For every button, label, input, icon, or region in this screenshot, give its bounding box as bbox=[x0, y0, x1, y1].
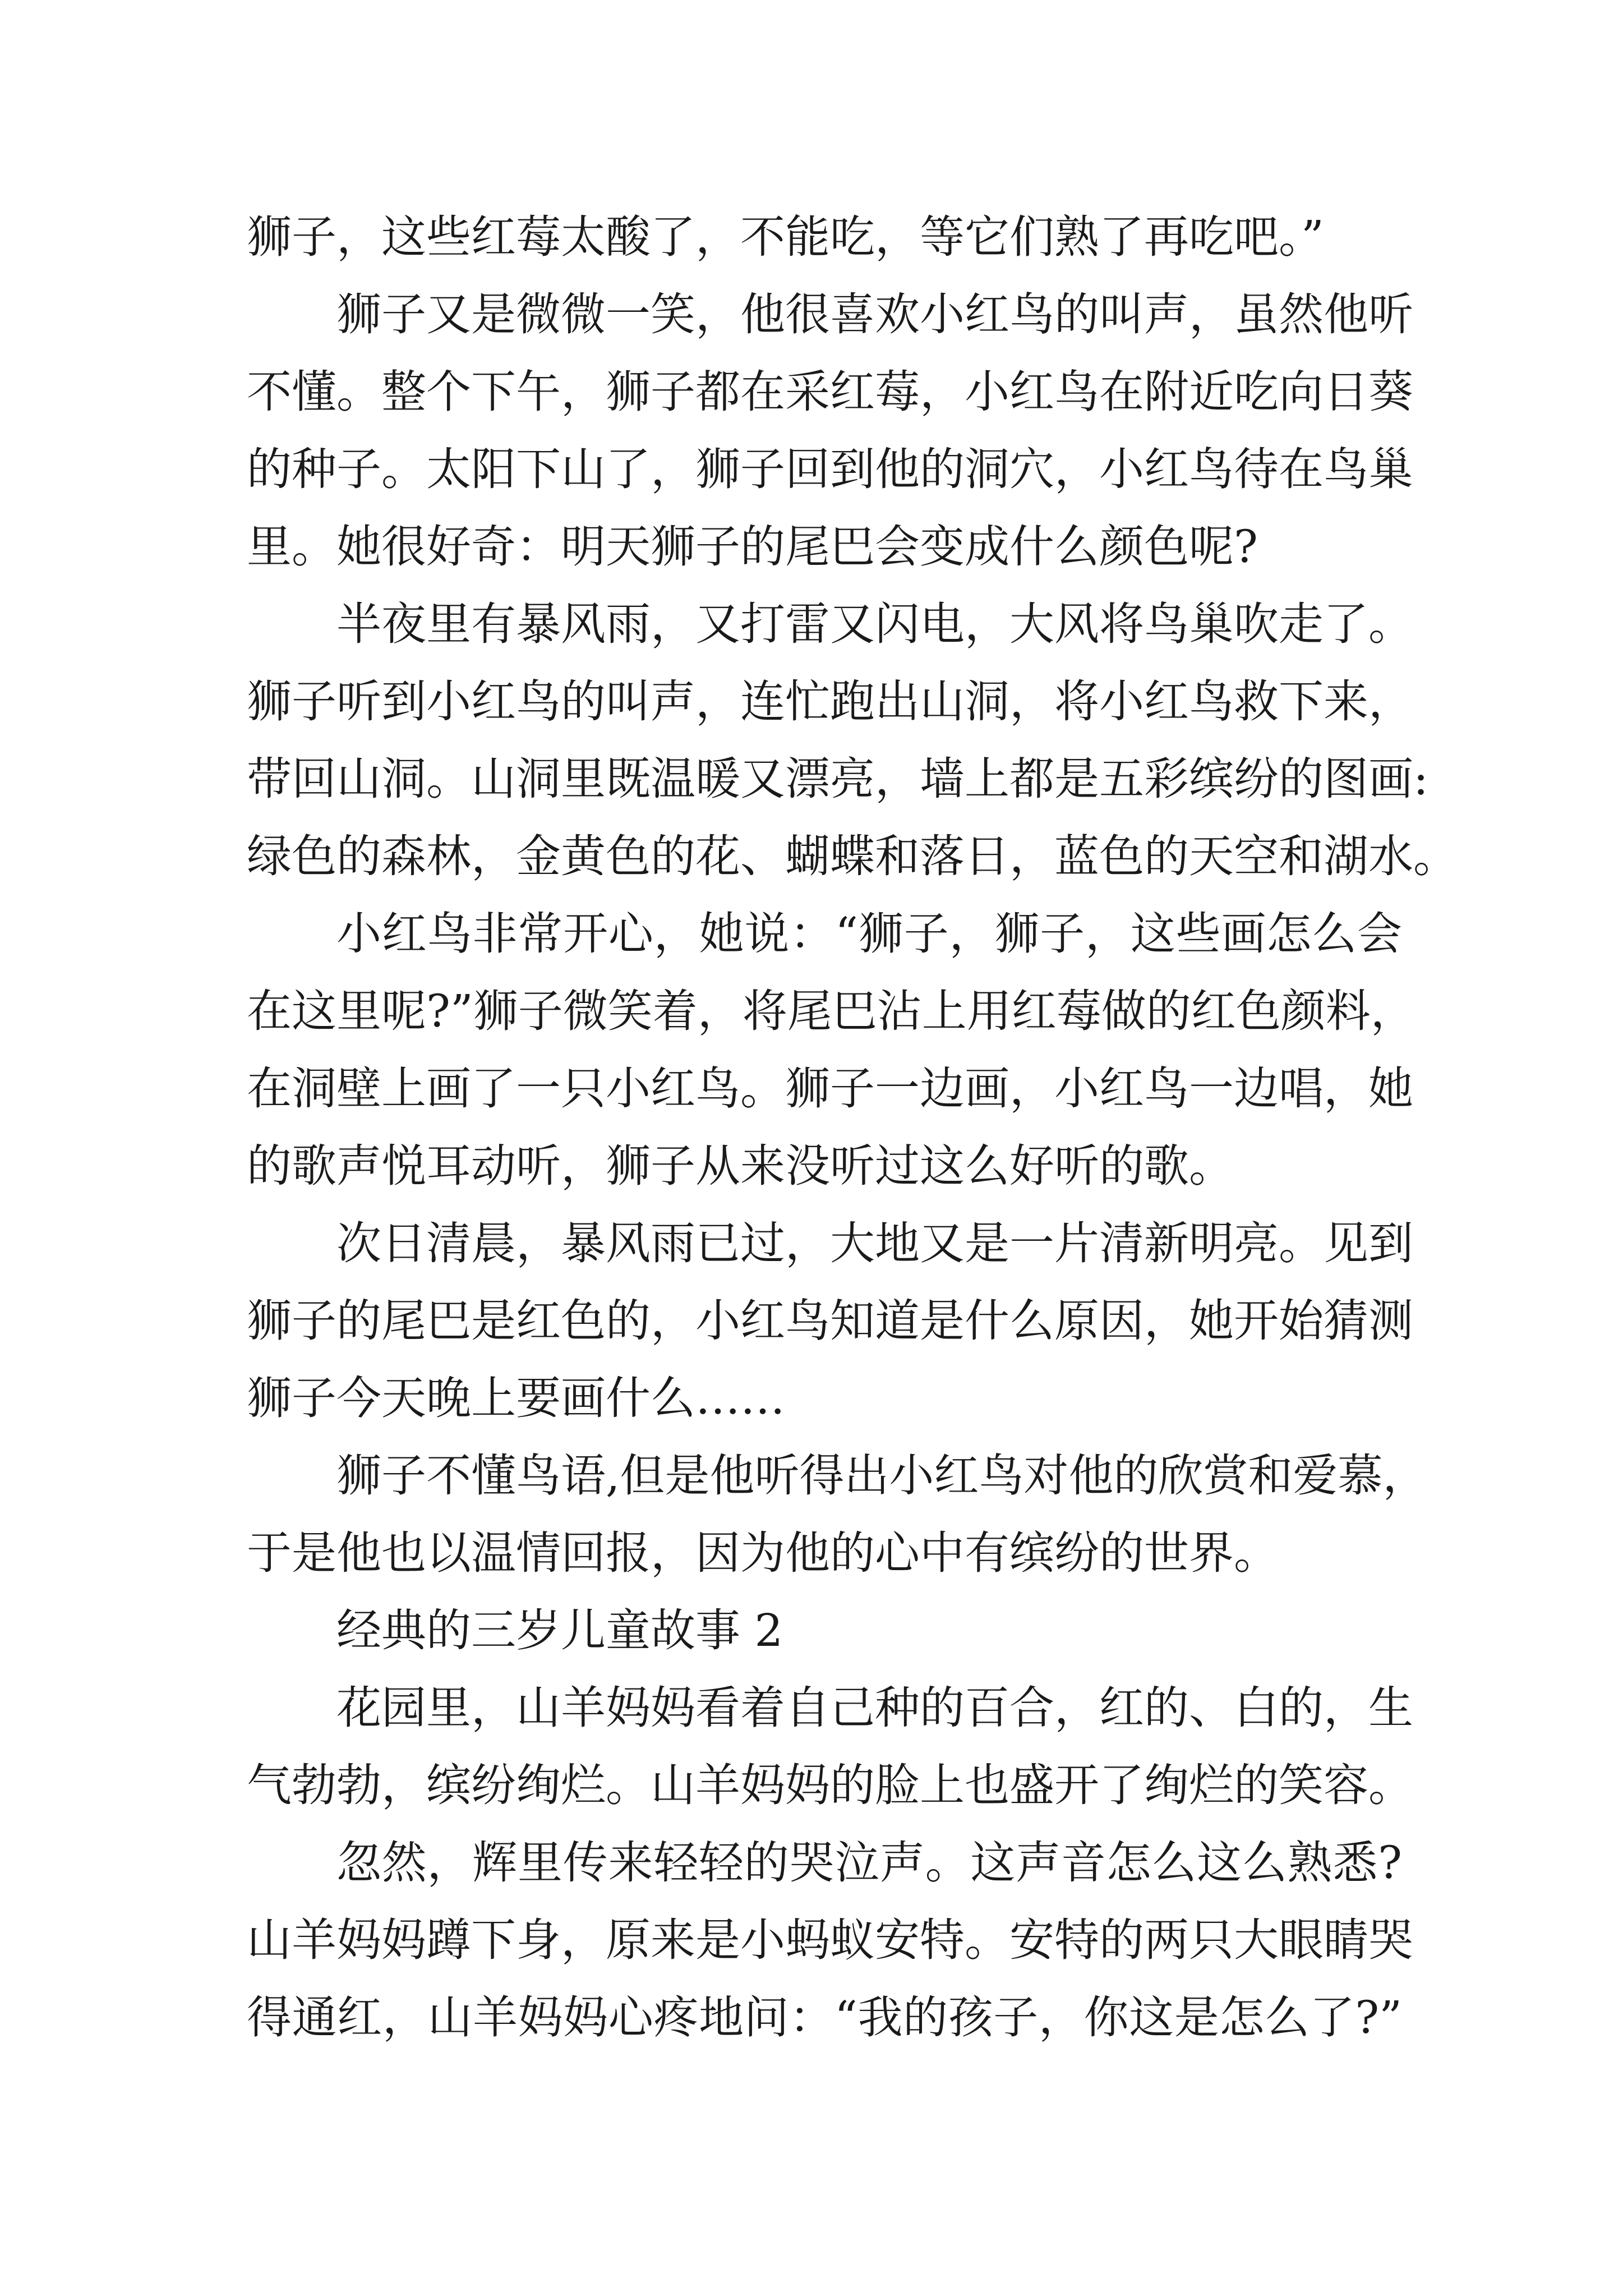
text-line: 在洞壁上画了一只小红鸟。狮子一边画，小红鸟一边唱，她 bbox=[247, 1062, 1413, 1115]
text-line: 的歌声悦耳动听，狮子从来没听过这么好听的歌。 bbox=[247, 1140, 1234, 1192]
text-line: 带回山洞。山洞里既温暖又漂亮，墙上都是五彩缤纷的图画: bbox=[247, 753, 1428, 805]
text-line: 气勃勃，缤纷绚烂。山羊妈妈的脸上也盛开了绚烂的笑容。 bbox=[247, 1759, 1413, 1811]
text-line: 里。她很好奇：明天狮子的尾巴会变成什么颜色呢? bbox=[247, 521, 1258, 573]
text-line: 狮子今天晚上要画什么…… bbox=[247, 1372, 785, 1424]
text-line: 小红鸟非常开心，她说：“狮子，狮子，这些画怎么会 bbox=[336, 908, 1402, 960]
text-line: 狮子又是微微一笑，他很喜欢小红鸟的叫声，虽然他听 bbox=[336, 288, 1413, 341]
text-line: 得通红，山羊妈妈心疼地问：“我的孩子，你这是怎么了?” bbox=[247, 1991, 1402, 2044]
text-line: 半夜里有暴风雨，又打雷又闪电，大风将鸟巢吹走了。 bbox=[336, 598, 1413, 650]
text-line: 忽然，辉里传来轻轻的哭泣声。这声音怎么这么熟悉? bbox=[336, 1837, 1402, 1889]
text-line: 狮子的尾巴是红色的，小红鸟知道是什么原因，她开始猜测 bbox=[247, 1295, 1413, 1347]
text-line: 山羊妈妈蹲下身，原来是小蚂蚁安特。安特的两只大眼睛哭 bbox=[247, 1914, 1413, 1966]
text-line: 绿色的森林，金黄色的花、蝴蝶和落日，蓝色的天空和湖水。 bbox=[247, 830, 1458, 882]
text-line: 不懂。整个下午，狮子都在采红莓，小红鸟在附近吃向日葵 bbox=[247, 366, 1413, 418]
section-heading: 经典的三岁儿童故事 2 bbox=[336, 1604, 783, 1657]
text-line: 狮子，这些红莓太酸了，不能吃，等它们熟了再吃吧。” bbox=[247, 211, 1324, 263]
text-line: 的种子。太阳下山了，狮子回到他的洞穴，小红鸟待在鸟巢 bbox=[247, 443, 1413, 495]
text-line: 于是他也以温情回报，因为他的心中有缤纷的世界。 bbox=[247, 1527, 1279, 1579]
text-line: 在这里呢?”狮子微笑着，将尾巴沾上用红莓做的红色颜料， bbox=[247, 985, 1415, 1037]
text-line: 狮子听到小红鸟的叫声，连忙跑出山洞，将小红鸟救下来， bbox=[247, 675, 1413, 728]
story-text bbox=[247, 199, 1458, 2056]
text-line: 花园里，山羊妈妈看着自己种的百合，红的、白的，生 bbox=[336, 1682, 1413, 1734]
text-line: 次日清晨，暴风雨已过，大地又是一片清新明亮。见到 bbox=[336, 1217, 1413, 1269]
text-line: 狮子不懂鸟语,但是他听得出小红鸟对他的欣赏和爱慕， bbox=[336, 1450, 1428, 1502]
